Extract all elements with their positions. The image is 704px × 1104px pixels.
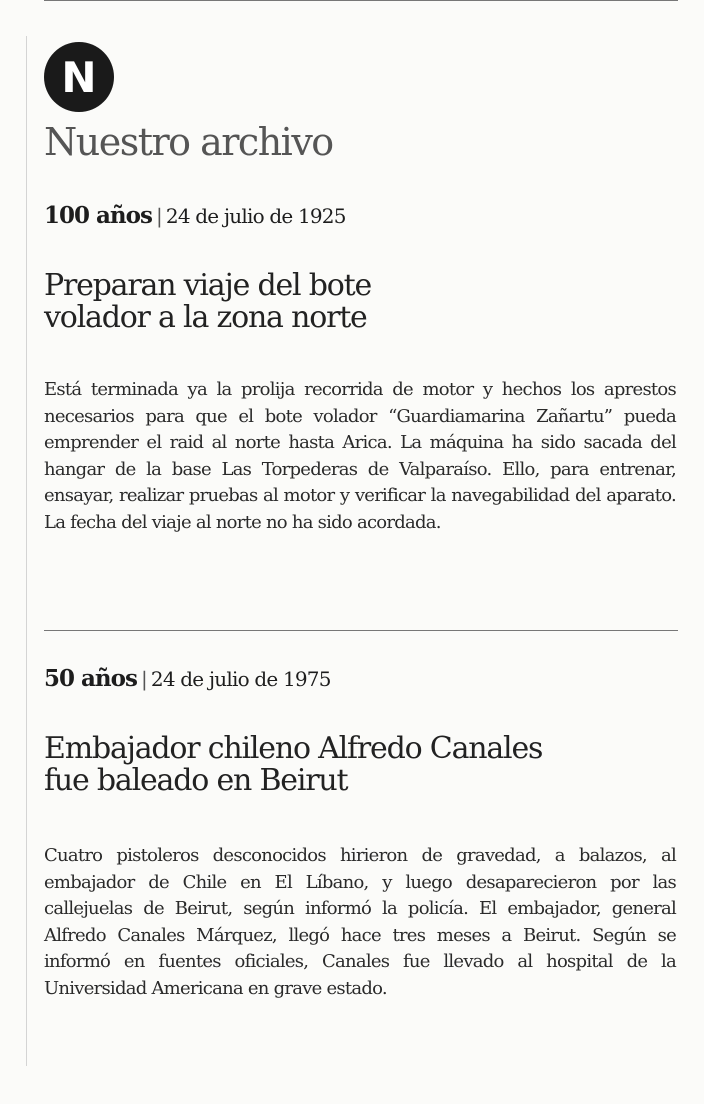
section-title: Nuestro archivo: [44, 120, 333, 164]
headline-line: Embajador chileno Alfredo Canales: [44, 731, 543, 766]
article-divider: [44, 630, 678, 631]
top-rule: [44, 0, 678, 1]
article-date: 24 de julio de 1975: [150, 667, 331, 691]
headline-line: volador a la zona norte: [44, 300, 367, 335]
article-meta: [44, 665, 331, 692]
article-meta: [44, 202, 346, 229]
years-ago-label: 50 años: [44, 665, 137, 692]
article-date: 24 de julio de 1925: [165, 204, 346, 228]
headline-line: Preparan viaje del bote: [44, 268, 372, 303]
article-headline: [44, 270, 664, 334]
article-body: Cuatro pistoleros desconocidos hirieron de gravedad, a balazos, al embajador de Chile en El Líbano, y luego desaparecieron por las callejuelas de Beirut, según informó la policía. El embajador, general Alfredo Canales Márquez, llegó hace tres meses a Beirut. Según se informó en fuentes oficiales, Canales fue llevado al hospital de la Universidad Americana en grave estado.: [44, 845, 676, 999]
headline-line: fue baleado en Beirut: [44, 763, 348, 798]
meta-separator: |: [140, 667, 147, 691]
article-headline: [44, 733, 664, 797]
logo-letter: N: [61, 52, 97, 102]
newspaper-logo: [44, 42, 114, 112]
meta-separator: |: [155, 204, 162, 228]
article-body: Está terminada ya la prolija recorrida de motor y hechos los aprestos necesarios para que el bote volador “Guardiamarina Zañartu” pueda emprender el raid al norte hasta Arica. La máquina ha sido sacada del hangar de la base Las Torpederas de Valparaíso. Ello, para entrenar, ensayar, realizar pruebas al motor y verificar la navegabilidad del aparato. La fecha del viaje al norte no ha sido acordada.: [44, 379, 676, 533]
years-ago-label: 100 años: [44, 202, 152, 229]
column-rule: [26, 36, 27, 1066]
